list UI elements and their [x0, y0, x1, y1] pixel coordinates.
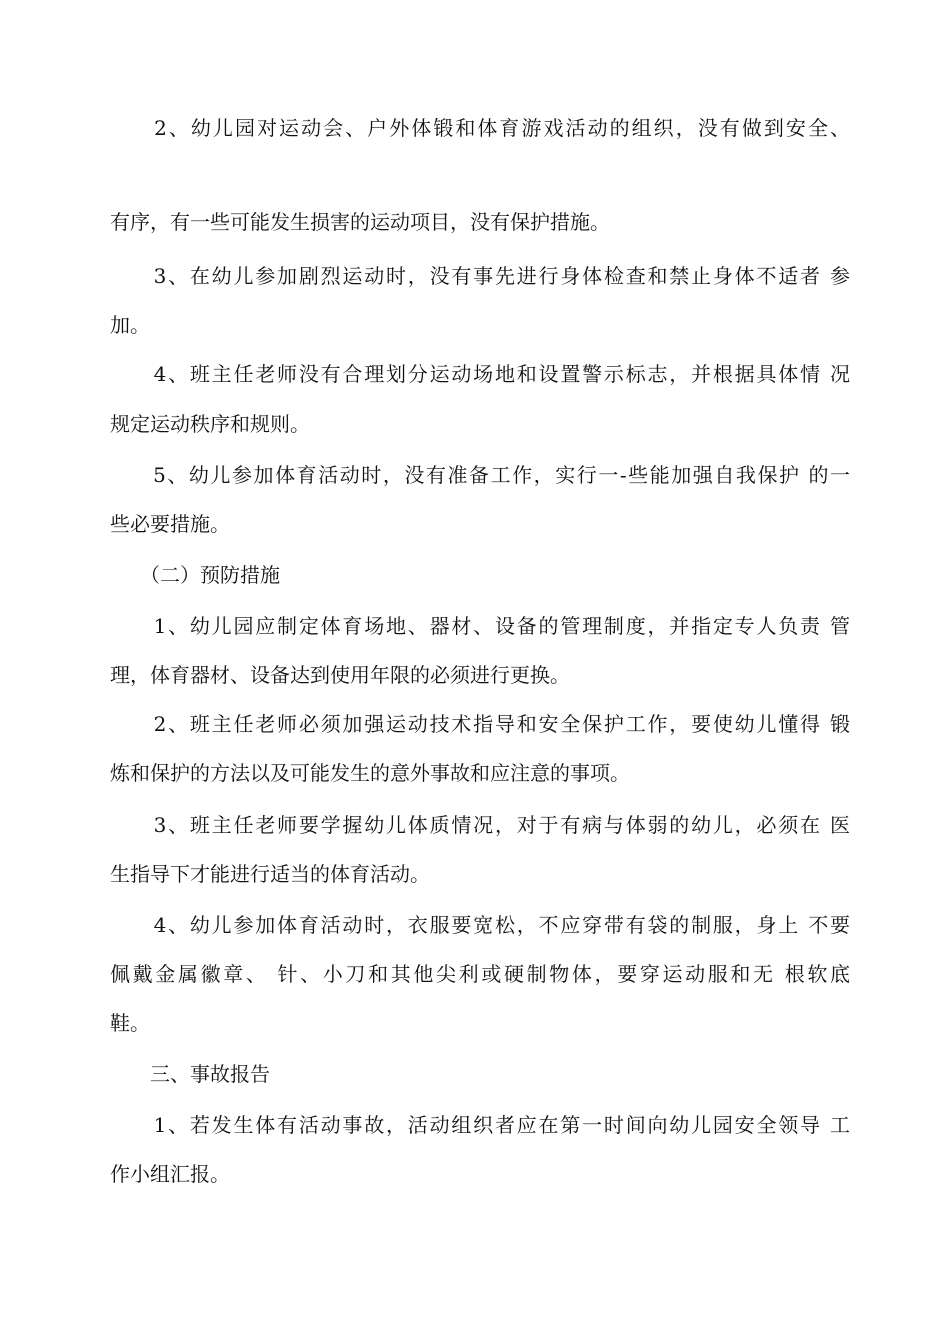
paragraph-line: 5、幼儿参加体育活动时，没有准备工作，实行一-些能加强自我保护 的一 — [110, 463, 850, 487]
paragraph-line: 2、班主任老师必须加强运动技术指导和安全保护工作，要使幼儿懂得 锻 — [110, 712, 850, 736]
section-heading: （二）预防措施 — [110, 563, 280, 587]
paragraph-line: 1、若发生体有活动事故，活动组织者应在第一时间向幼儿园安全领导 工 — [110, 1113, 850, 1137]
paragraph-line: 规定运动秩序和规则。 — [110, 412, 310, 436]
paragraph-line: 理，体育器材、设备达到使用年限的必须进行更换。 — [110, 663, 570, 687]
paragraph-line: 有序，有一些可能发生损害的运动项目，没有保护措施。 — [110, 210, 610, 234]
paragraph-line: 鞋。 — [110, 1011, 150, 1035]
paragraph-line: 4、幼儿参加体育活动时，衣服要宽松，不应穿带有袋的制服，身上 不要 — [110, 913, 850, 937]
paragraph-line: 3、在幼儿参加剧烈运动时，没有事先进行身体检查和禁止身体不适者 参 — [110, 264, 850, 288]
paragraph-line: 些必要措施。 — [110, 512, 230, 536]
paragraph-line: 炼和保护的方法以及可能发生的意外事故和应注意的事项。 — [110, 761, 630, 785]
paragraph-line: 3、班主任老师要学握幼儿体质情况，对于有病与体弱的幼儿，必须在 医 — [110, 813, 850, 837]
paragraph-line: 2、幼儿园对运动会、户外体锻和体育游戏活动的组织，没有做到安全、 — [110, 116, 850, 140]
paragraph-line: 生指导下才能进行适当的体育活动。 — [110, 862, 430, 886]
section-heading: 三、事故报告 — [110, 1062, 270, 1086]
paragraph-line: 佩戴金属徽章、 针、小刀和其他尖利或硬制物体，要穿运动服和无 根软底 — [110, 962, 850, 986]
paragraph-line: 作小组汇报。 — [110, 1162, 230, 1186]
paragraph-line: 1、幼儿园应制定体育场地、器材、设备的管理制度，并指定专人负责 管 — [110, 614, 850, 638]
paragraph-line: 4、班主任老师没有合理划分运动场地和设置警示标志，并根据具体情 况 — [110, 362, 850, 386]
paragraph-line: 加。 — [110, 313, 150, 337]
